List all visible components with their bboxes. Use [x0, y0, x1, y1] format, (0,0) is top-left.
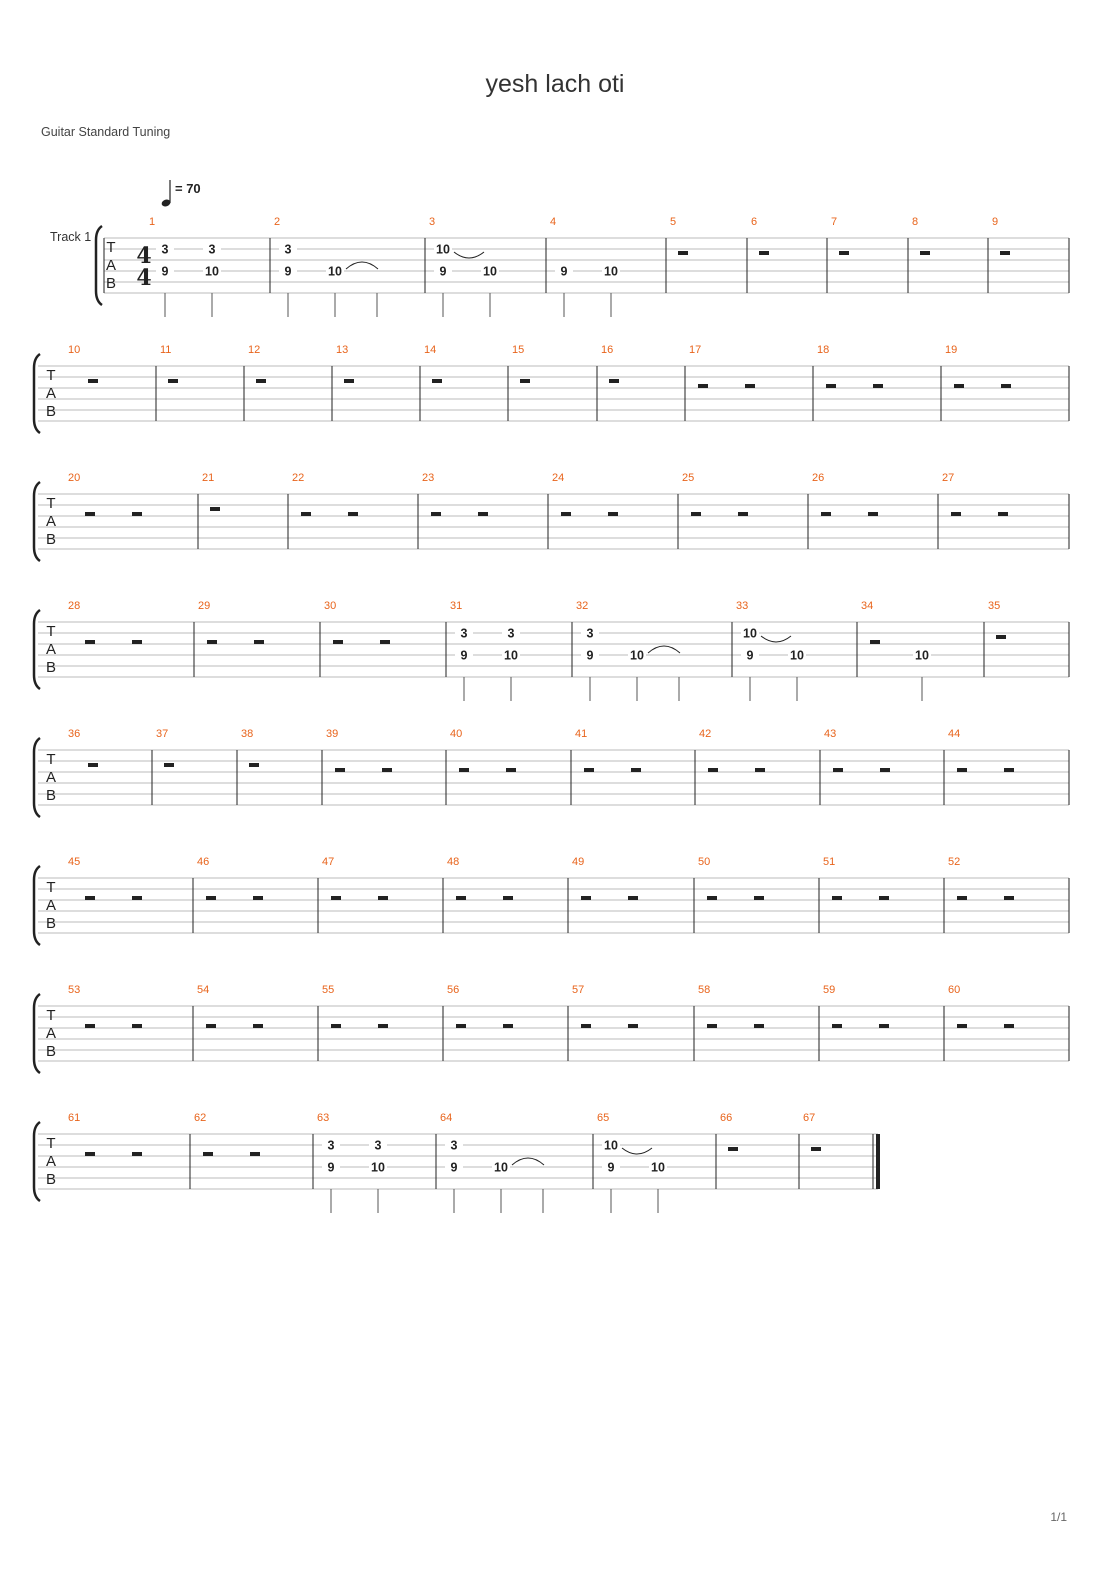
measure-number: 45	[68, 856, 81, 868]
half-rest	[951, 512, 961, 516]
half-rest	[132, 1152, 142, 1156]
half-rest	[631, 768, 641, 772]
tab-clef-letter: B	[45, 915, 57, 932]
measure-number: 21	[202, 472, 215, 484]
fret-number: 3	[586, 626, 594, 641]
tab-clef-letter: T	[46, 367, 56, 384]
whole-rest	[164, 763, 174, 767]
half-rest	[382, 768, 392, 772]
measure-number: 43	[824, 728, 837, 740]
half-rest	[503, 896, 513, 900]
half-rest	[581, 1024, 591, 1028]
tab-clef-letter: T	[46, 1135, 56, 1152]
measure-number: 37	[156, 728, 169, 740]
half-rest	[870, 640, 880, 644]
fret-number: 9	[439, 264, 447, 279]
tab-clef-letter: B	[45, 531, 57, 548]
half-rest	[745, 384, 755, 388]
measure-number: 44	[948, 728, 961, 740]
measure-number: 24	[552, 472, 565, 484]
half-rest	[1004, 896, 1014, 900]
measure-number: 60	[948, 984, 961, 996]
half-rest	[335, 768, 345, 772]
half-rest	[691, 512, 701, 516]
half-rest	[253, 1024, 263, 1028]
half-rest	[868, 512, 878, 516]
fret-number: 3	[284, 242, 292, 257]
half-rest	[707, 896, 717, 900]
whole-rest	[210, 507, 220, 511]
half-rest	[331, 1024, 341, 1028]
half-rest	[833, 768, 843, 772]
measure-number: 64	[440, 1112, 453, 1124]
half-rest	[1001, 384, 1011, 388]
half-rest	[707, 1024, 717, 1028]
measure-number: 32	[576, 600, 589, 612]
measure-number: 16	[601, 344, 614, 356]
measure-number: 2	[274, 216, 281, 228]
measure-number: 46	[197, 856, 210, 868]
measure-number: 14	[424, 344, 437, 356]
whole-rest	[609, 379, 619, 383]
tie-arc	[622, 1148, 652, 1154]
tab-clef-letter: B	[45, 787, 57, 804]
song-title: yesh lach oti	[485, 70, 625, 98]
measure-number: 13	[336, 344, 349, 356]
half-rest	[832, 1024, 842, 1028]
half-rest	[456, 1024, 466, 1028]
tab-clef-letter: B	[45, 1171, 57, 1188]
measure-number: 31	[450, 600, 463, 612]
half-rest	[708, 768, 718, 772]
measure-number: 62	[194, 1112, 207, 1124]
measure-number: 30	[324, 600, 337, 612]
half-rest	[832, 896, 842, 900]
tie-arc	[454, 252, 484, 258]
fret-number: 9	[327, 1160, 335, 1175]
whole-rest	[256, 379, 266, 383]
half-rest	[754, 1024, 764, 1028]
half-rest	[1004, 1024, 1014, 1028]
half-rest	[85, 1024, 95, 1028]
measure-number: 18	[817, 344, 830, 356]
half-rest	[880, 768, 890, 772]
fret-number: 3	[327, 1138, 335, 1153]
tab-clef-letter: A	[105, 257, 117, 274]
fret-number: 9	[161, 264, 169, 279]
fret-number: 10	[371, 1160, 385, 1175]
whole-rest	[344, 379, 354, 383]
measure-number: 42	[699, 728, 712, 740]
half-rest	[254, 640, 264, 644]
tab-clef-letter: T	[46, 1007, 56, 1024]
fret-number: 3	[208, 242, 216, 257]
half-rest	[206, 1024, 216, 1028]
tab-clef-letter: A	[45, 769, 57, 786]
fret-number: 10	[651, 1160, 665, 1175]
tie-arc	[648, 646, 680, 653]
whole-rest	[1000, 251, 1010, 255]
measure-number: 35	[988, 600, 1001, 612]
half-rest	[132, 896, 142, 900]
measure-number: 41	[575, 728, 588, 740]
whole-rest	[520, 379, 530, 383]
half-rest	[85, 640, 95, 644]
whole-rest	[839, 251, 849, 255]
measure-number: 3	[429, 216, 436, 228]
measure-number: 54	[197, 984, 210, 996]
half-rest	[826, 384, 836, 388]
fret-number: 10	[743, 626, 757, 641]
measure-number: 1	[149, 216, 156, 228]
fret-number: 9	[284, 264, 292, 279]
fret-number: 10	[604, 1138, 618, 1153]
measure-number: 17	[689, 344, 702, 356]
measure-number: 38	[241, 728, 254, 740]
fret-number: 10	[790, 648, 804, 663]
measure-number: 59	[823, 984, 836, 996]
time-sig-numerator: 4	[136, 243, 152, 269]
tab-clef-letter: A	[45, 1153, 57, 1170]
fret-number: 10	[205, 264, 219, 279]
measure-number: 8	[912, 216, 919, 228]
whole-rest	[811, 1147, 821, 1151]
half-rest	[85, 512, 95, 516]
fret-number: 9	[450, 1160, 458, 1175]
tab-clef-letter: A	[45, 385, 57, 402]
measure-number: 23	[422, 472, 435, 484]
measure-number: 9	[992, 216, 999, 228]
measure-number: 50	[698, 856, 711, 868]
half-rest	[478, 512, 488, 516]
fret-number: 3	[161, 242, 169, 257]
whole-rest	[88, 763, 98, 767]
measure-number: 61	[68, 1112, 81, 1124]
measure-number: 48	[447, 856, 460, 868]
whole-rest	[168, 379, 178, 383]
fret-number: 10	[504, 648, 518, 663]
whole-rest	[996, 635, 1006, 639]
whole-rest	[728, 1147, 738, 1151]
fret-number: 3	[374, 1138, 382, 1153]
half-rest	[506, 768, 516, 772]
half-rest	[957, 896, 967, 900]
half-rest	[85, 1152, 95, 1156]
half-rest	[754, 896, 764, 900]
half-rest	[628, 1024, 638, 1028]
measure-number: 22	[292, 472, 305, 484]
tab-clef-letter: B	[45, 1043, 57, 1060]
whole-rest	[920, 251, 930, 255]
half-rest	[132, 640, 142, 644]
measure-number: 27	[942, 472, 955, 484]
time-sig-denominator: 4	[136, 265, 152, 291]
half-rest	[250, 1152, 260, 1156]
half-rest	[378, 896, 388, 900]
measure-number: 4	[550, 216, 557, 228]
measure-number: 26	[812, 472, 825, 484]
half-rest	[207, 640, 217, 644]
tab-clef-letter: A	[45, 513, 57, 530]
tie-arc	[761, 636, 791, 642]
tab-clef-letter: B	[45, 403, 57, 420]
half-rest	[879, 1024, 889, 1028]
half-rest	[132, 1024, 142, 1028]
measure-number: 5	[670, 216, 677, 228]
page-number: 1/1	[1050, 1510, 1067, 1524]
half-rest	[1004, 768, 1014, 772]
fret-number: 9	[560, 264, 568, 279]
tab-clef-letter: A	[45, 1025, 57, 1042]
tempo-value: = 70	[175, 181, 201, 196]
measure-number: 6	[751, 216, 758, 228]
half-rest	[581, 896, 591, 900]
half-rest	[331, 896, 341, 900]
tab-clef-letter: A	[45, 897, 57, 914]
measure-number: 67	[803, 1112, 816, 1124]
fret-number: 10	[604, 264, 618, 279]
fret-number: 9	[607, 1160, 615, 1175]
measure-number: 51	[823, 856, 836, 868]
half-rest	[608, 512, 618, 516]
half-rest	[378, 1024, 388, 1028]
measure-number: 49	[572, 856, 585, 868]
measure-number: 34	[861, 600, 874, 612]
fret-number: 10	[483, 264, 497, 279]
measure-number: 47	[322, 856, 335, 868]
fret-number: 10	[915, 648, 929, 663]
half-rest	[879, 896, 889, 900]
half-rest	[348, 512, 358, 516]
half-rest	[954, 384, 964, 388]
fret-number: 3	[460, 626, 468, 641]
half-rest	[503, 1024, 513, 1028]
fret-number: 9	[460, 648, 468, 663]
fret-number: 10	[494, 1160, 508, 1175]
tuning-label: Guitar Standard Tuning	[41, 125, 171, 139]
measure-number: 20	[68, 472, 81, 484]
half-rest	[998, 512, 1008, 516]
measure-number: 57	[572, 984, 585, 996]
fret-number: 3	[450, 1138, 458, 1153]
whole-rest	[249, 763, 259, 767]
half-rest	[380, 640, 390, 644]
half-rest	[561, 512, 571, 516]
tab-clef-letter: T	[46, 879, 56, 896]
half-rest	[333, 640, 343, 644]
half-rest	[253, 896, 263, 900]
tab-clef-letter: B	[105, 275, 117, 292]
whole-rest	[678, 251, 688, 255]
fret-number: 9	[586, 648, 594, 663]
tab-clef-letter: A	[45, 641, 57, 658]
tie-arc	[346, 262, 378, 269]
final-barline-thick	[876, 1134, 880, 1189]
half-rest	[698, 384, 708, 388]
measure-number: 56	[447, 984, 460, 996]
half-rest	[85, 896, 95, 900]
measure-number: 28	[68, 600, 81, 612]
whole-rest	[759, 251, 769, 255]
fret-number: 10	[436, 242, 450, 257]
tab-clef-letter: T	[46, 623, 56, 640]
fret-number: 10	[630, 648, 644, 663]
measure-number: 25	[682, 472, 695, 484]
half-rest	[628, 896, 638, 900]
half-rest	[957, 768, 967, 772]
half-rest	[431, 512, 441, 516]
measure-number: 36	[68, 728, 81, 740]
tab-clef-letter: B	[45, 659, 57, 676]
half-rest	[459, 768, 469, 772]
half-rest	[738, 512, 748, 516]
fret-number: 10	[328, 264, 342, 279]
measure-number: 10	[68, 344, 81, 356]
measure-number: 19	[945, 344, 958, 356]
measure-number: 29	[198, 600, 211, 612]
measure-number: 65	[597, 1112, 610, 1124]
tab-clef-letter: T	[106, 239, 116, 256]
fret-number: 3	[507, 626, 515, 641]
measure-number: 12	[248, 344, 261, 356]
measure-number: 40	[450, 728, 463, 740]
measure-number: 11	[160, 344, 172, 356]
tab-clef-letter: T	[46, 751, 56, 768]
measure-number: 63	[317, 1112, 330, 1124]
half-rest	[301, 512, 311, 516]
half-rest	[203, 1152, 213, 1156]
tab-clef-letter: T	[46, 495, 56, 512]
whole-rest	[432, 379, 442, 383]
measure-number: 55	[322, 984, 335, 996]
measure-number: 53	[68, 984, 81, 996]
half-rest	[957, 1024, 967, 1028]
half-rest	[584, 768, 594, 772]
system-bracket	[96, 226, 102, 305]
half-rest	[821, 512, 831, 516]
measure-number: 39	[326, 728, 339, 740]
half-rest	[206, 896, 216, 900]
half-rest	[873, 384, 883, 388]
measure-number: 58	[698, 984, 711, 996]
track-name: Track 1	[50, 230, 92, 244]
fret-number: 9	[746, 648, 754, 663]
whole-rest	[88, 379, 98, 383]
measure-number: 66	[720, 1112, 733, 1124]
tie-arc	[512, 1158, 544, 1165]
measure-number: 52	[948, 856, 961, 868]
half-rest	[755, 768, 765, 772]
half-rest	[132, 512, 142, 516]
half-rest	[456, 896, 466, 900]
measure-number: 7	[831, 216, 838, 228]
measure-number: 15	[512, 344, 525, 356]
measure-number: 33	[736, 600, 749, 612]
